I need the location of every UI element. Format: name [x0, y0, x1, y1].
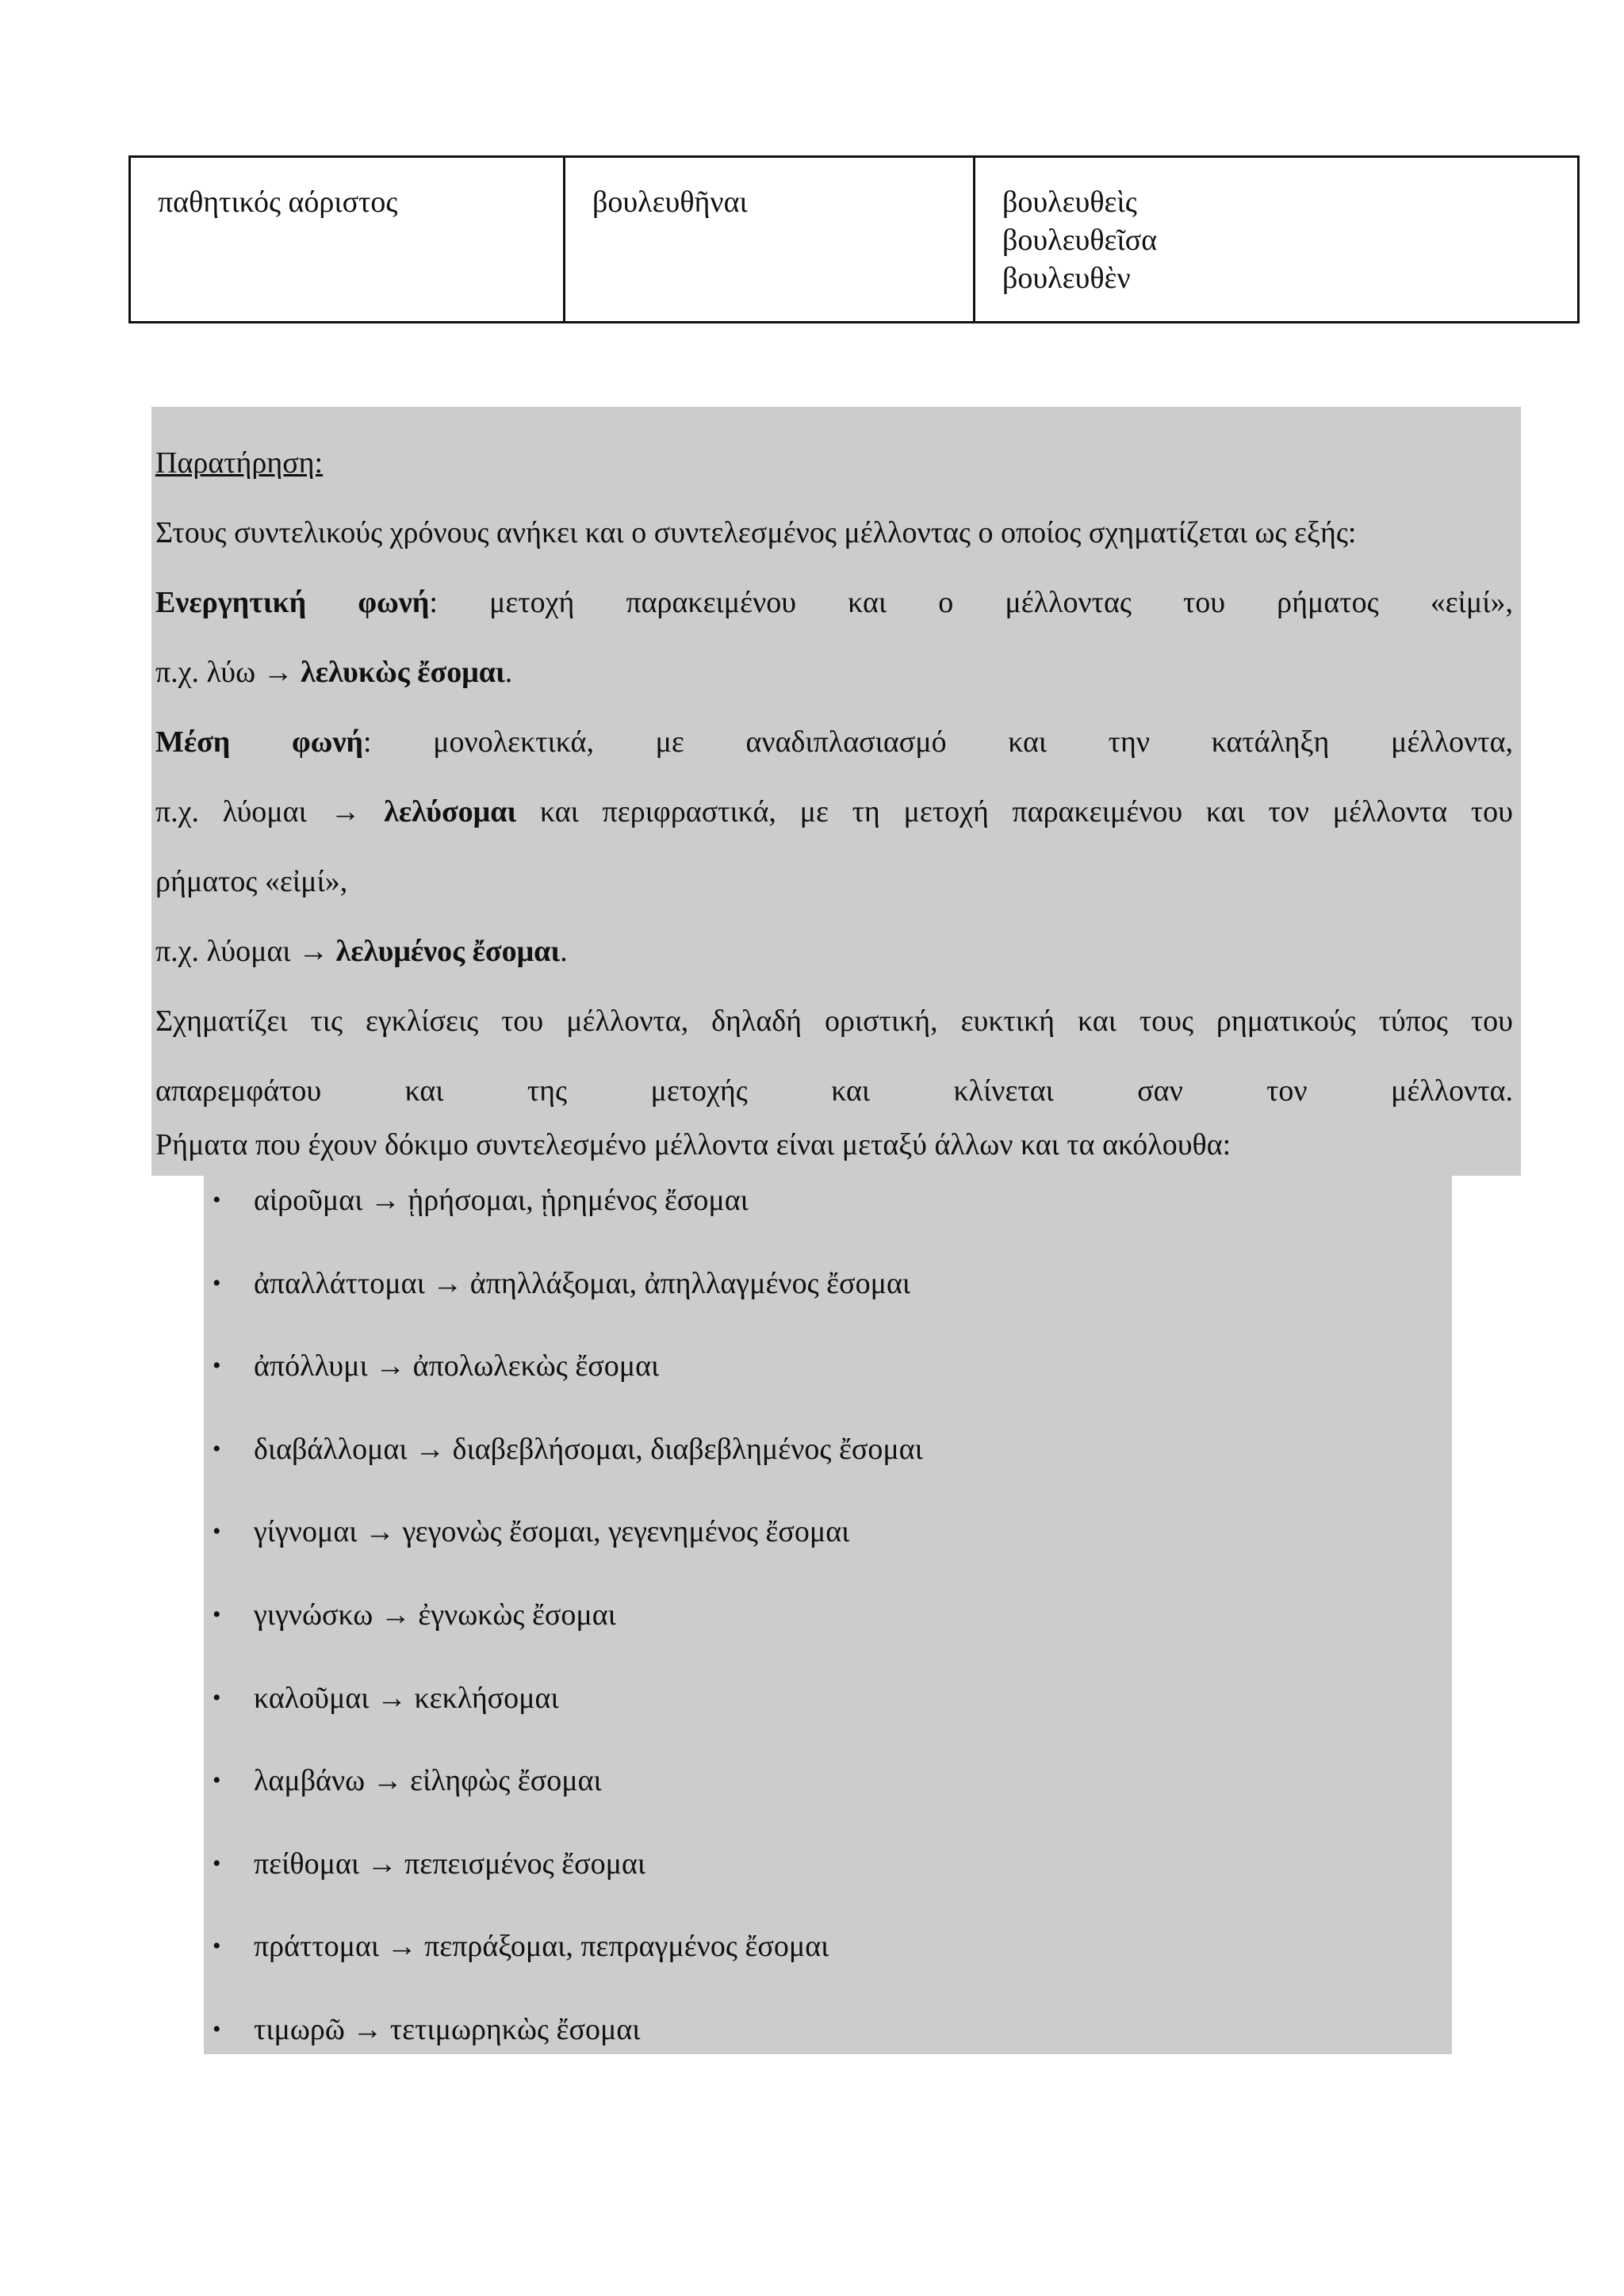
example-prefix: π.χ. λύομαι → — [155, 935, 336, 968]
tense-cell — [130, 157, 565, 323]
example-form: λελύσομαι — [384, 795, 517, 828]
verb-entry: τιμωρῶ → τετιμωρηκὼς ἔσομαι — [254, 2012, 641, 2046]
conjugation-table — [128, 155, 1580, 323]
bullet-icon: • — [213, 1518, 221, 1545]
active-voice-text: : μετοχή παρακειμένου και ο μέλλοντας του ρήματος «εἰμί», — [429, 586, 1513, 619]
bullet-icon: • — [213, 1187, 221, 1213]
bullet-icon: • — [213, 1767, 221, 1794]
participle-neuter: βουλευθὲν — [1002, 262, 1131, 295]
example-form: λελυμένος ἔσομαι — [335, 935, 561, 968]
middle-voice-example-2 — [155, 916, 1513, 986]
bullet-icon: • — [213, 2015, 221, 2042]
middle-voice-label: Μέση φωνή — [155, 725, 363, 759]
list-item — [213, 1347, 923, 1430]
bullet-icon: • — [213, 1601, 221, 1628]
list-item — [213, 1762, 923, 1845]
bullet-icon: • — [213, 1269, 221, 1296]
active-voice-label: Ενεργητική φωνή — [155, 586, 430, 619]
example-suffix: και περιφραστικά, με τη μετοχή παρακειμένου και τον μέλλοντα του — [516, 795, 1513, 828]
verb-entry: διαβάλλομαι → διαβεβλήσομαι, διαβεβλημένος ἔσομαι — [254, 1432, 923, 1466]
note-section — [155, 428, 1513, 1164]
list-item — [213, 1927, 923, 2011]
list-item — [213, 1679, 923, 1762]
list-item — [213, 1845, 923, 1928]
verb-entry: καλοῦμαι → κεκλήσομαι — [254, 1681, 559, 1715]
example-suffix: . — [504, 656, 513, 689]
list-item — [213, 1265, 923, 1348]
participle-masculine: βουλευθεὶς — [1002, 186, 1137, 219]
table-row — [130, 157, 1579, 323]
participle-feminine: βουλευθεῖσα — [1002, 224, 1158, 257]
bullet-icon: • — [213, 1435, 221, 1462]
infinitive-form: βουλευθῆναι — [592, 186, 748, 219]
moods-line-2: απαρεμφάτου και της μετοχής και κλίνεται σαν τον μέλλοντα. — [155, 1074, 1513, 1108]
example-suffix: . — [560, 935, 568, 968]
middle-voice-text: : μονολεκτικά, με αναδιπλασιασμό και την κατάληξη μέλλοντα, — [363, 725, 1513, 759]
list-item — [213, 1181, 923, 1265]
note-heading-line — [155, 428, 1513, 498]
active-voice-example — [155, 637, 1513, 707]
example-prefix: π.χ. λύομαι → — [155, 795, 385, 828]
bullet-icon: • — [213, 1850, 221, 1877]
note-heading: Παρατήρηση: — [155, 446, 324, 480]
list-item — [213, 1596, 923, 1679]
example-prefix: π.χ. λύω → — [155, 656, 301, 689]
verb-entry: γίγνομαι → γεγονὼς ἔσομαι, γεγενημένος ἔσομαι — [254, 1515, 850, 1549]
tense-label: παθητικός αόριστος — [158, 186, 398, 219]
bullet-icon: • — [213, 1684, 221, 1711]
bullet-icon: • — [213, 1933, 221, 1960]
example-form: λελυκὼς ἔσομαι — [301, 656, 505, 689]
list-item — [213, 1513, 923, 1596]
middle-voice-line — [155, 707, 1513, 777]
verb-entry: ἀπόλλυμι → ἀπολωλεκὼς ἔσομαι — [254, 1349, 660, 1383]
verb-list — [213, 1181, 923, 2094]
list-item — [213, 2011, 923, 2094]
participle-cell — [975, 157, 1579, 323]
moods-line-1: Σχηματίζει τις εγκλίσεις του μέλλοντα, δηλαδή οριστική, ευκτική και τους ρηματικούς τύπος του — [155, 1004, 1513, 1038]
verb-entry: πείθομαι → πεπεισμένος ἔσομαι — [254, 1846, 646, 1881]
middle-voice-example — [155, 777, 1513, 847]
verb-entry: γιγνώσκω → ἐγνωκὼς ἔσομαι — [254, 1598, 616, 1632]
note-intro: Στους συντελικούς χρόνους ανήκει και ο συντελεσμένος μέλλοντας ο οποίος σχηματίζεται ως εξής: — [155, 516, 1357, 549]
verb-entry: ἀπαλλάττομαι → ἀπηλλάξομαι, ἀπηλλαγμένος ἔσομαι — [254, 1266, 911, 1300]
middle-voice-continuation: ρήματος «εἰμί», — [155, 865, 348, 898]
infinitive-cell — [565, 157, 975, 323]
bullet-icon: • — [213, 1353, 221, 1380]
participle-forms — [1002, 183, 1577, 297]
verbs-intro: Ρήματα που έχουν δόκιμο συντελεσμένο μέλλοντα είναι μεταξύ άλλων και τα ακόλουθα: — [155, 1128, 1231, 1161]
verb-entry: λαμβάνω → εἰληφὼς ἔσομαι — [254, 1764, 602, 1798]
verb-entry: πράττομαι → πεπράξομαι, πεπραγμένος ἔσομαι — [254, 1930, 829, 1964]
list-item — [213, 1430, 923, 1513]
active-voice-line — [155, 568, 1513, 637]
verb-entry: αἱροῦμαι → ᾑρήσομαι, ᾑρημένος ἔσομαι — [254, 1184, 749, 1217]
